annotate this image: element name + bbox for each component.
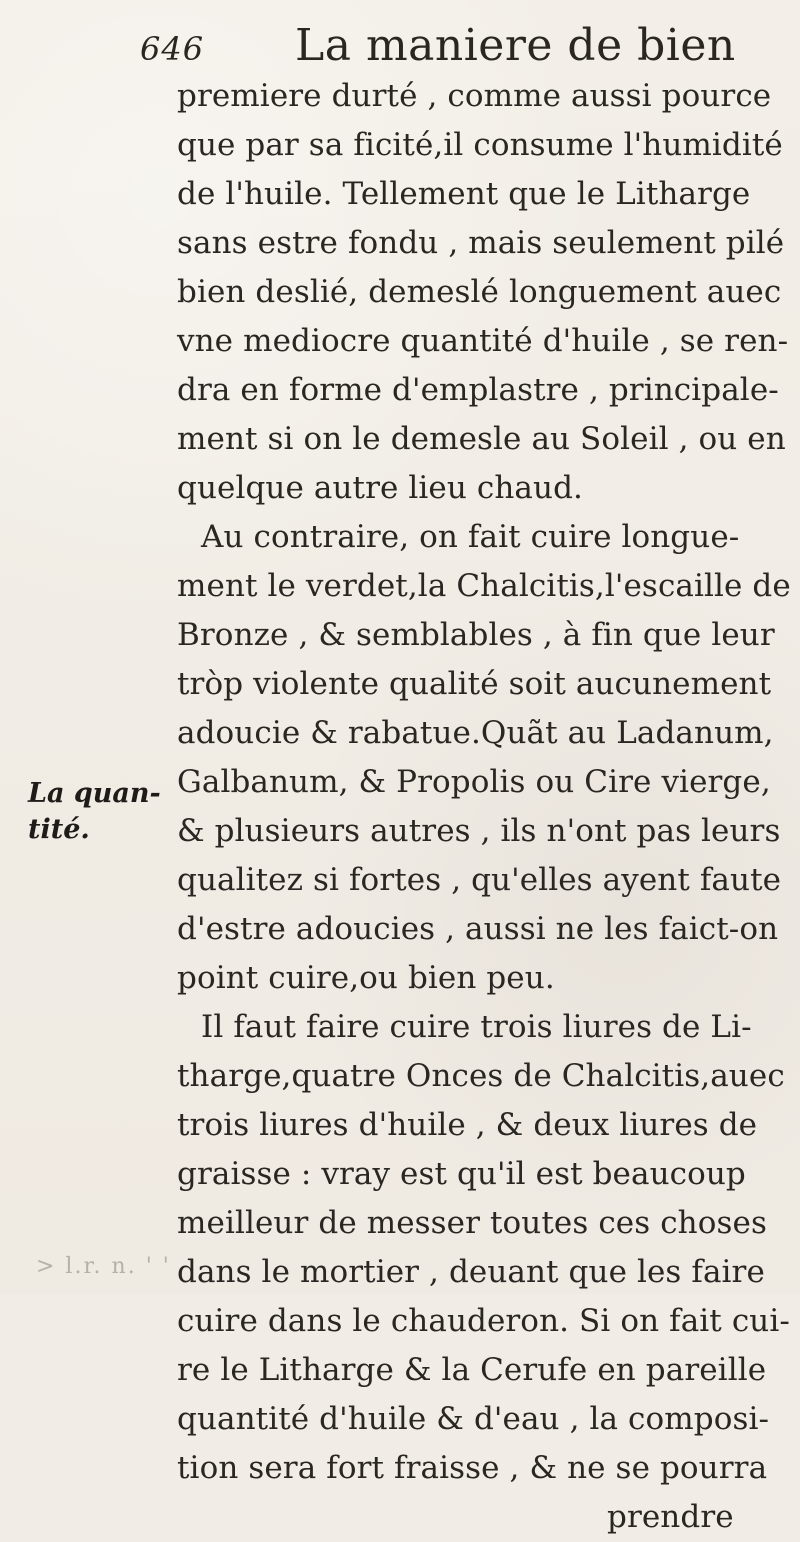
- text-line: vne mediocre quantité d'huile , se ren-: [177, 323, 789, 359]
- text-line: ment si on le demesle au Soleil , ou en: [177, 421, 786, 457]
- text-line: tharge,quatre Onces de Chalcitis,auec: [177, 1058, 785, 1094]
- text-line: cuire dans le chauderon. Si on fait cui-: [177, 1303, 790, 1339]
- text-line: qualitez si fortes , qu'elles ayent faute: [177, 862, 782, 898]
- footer-faint-text: > l.r. n. ' ': [36, 1254, 171, 1279]
- text-line: tròp violente qualité soit aucunement: [177, 666, 772, 702]
- text-line: d'estre adoucies , aussi ne les faict-on: [177, 911, 779, 947]
- text-line: graisse : vray est qu'il est beaucoup: [177, 1156, 746, 1192]
- text-line: Il faut faire cuire trois liures de Li-: [201, 1009, 752, 1045]
- text-line: premiere durté , comme aussi pource: [177, 78, 772, 114]
- text-line: tion sera fort fraisse , & ne se pourra: [177, 1450, 768, 1486]
- text-line: meilleur de messer toutes ces choses: [177, 1205, 767, 1241]
- text-line: de l'huile. Tellement que le Litharge: [177, 176, 751, 212]
- text-line: trois liures d'huile , & deux liures de: [177, 1107, 758, 1143]
- page-number: 646: [140, 30, 205, 68]
- text-line: quelque autre lieu chaud.: [177, 470, 583, 506]
- text-line: Bronze , & semblables , à fin que leur: [177, 617, 775, 653]
- text-line: dans le mortier , deuant que les faire: [177, 1254, 765, 1290]
- text-line: & plusieurs autres , ils n'ont pas leurs: [177, 813, 781, 849]
- margin-note-line: tité.: [28, 814, 90, 845]
- margin-note: [28, 776, 161, 848]
- body-text: [177, 72, 791, 1542]
- text-line: adoucie & rabatue.Quãt au Ladanum,: [177, 715, 774, 751]
- text-line: Galbanum, & Propolis ou Cire vierge,: [177, 764, 771, 800]
- text-line: re le Litharge & la Cerufe en pareille: [177, 1352, 767, 1388]
- text-line: Au contraire, on fait cuire longue-: [201, 519, 740, 555]
- text-line: dra en forme d'emplastre , principale-: [177, 372, 779, 408]
- catchword: prendre: [607, 1499, 734, 1535]
- text-line: sans estre fondu , mais seulement pilé: [177, 225, 785, 261]
- running-title: La maniere de bien: [295, 20, 736, 71]
- text-line: bien deslié, demeslé longuement auec: [177, 274, 782, 310]
- text-line: point cuire,ou bien peu.: [177, 960, 555, 996]
- margin-note-line: La quan-: [28, 778, 161, 809]
- text-line: ment le verdet,la Chalcitis,l'escaille de: [177, 568, 791, 604]
- text-line: que par sa ficité,il consume l'humidité: [177, 127, 783, 163]
- text-line: quantité d'huile & d'eau , la composi-: [177, 1401, 770, 1437]
